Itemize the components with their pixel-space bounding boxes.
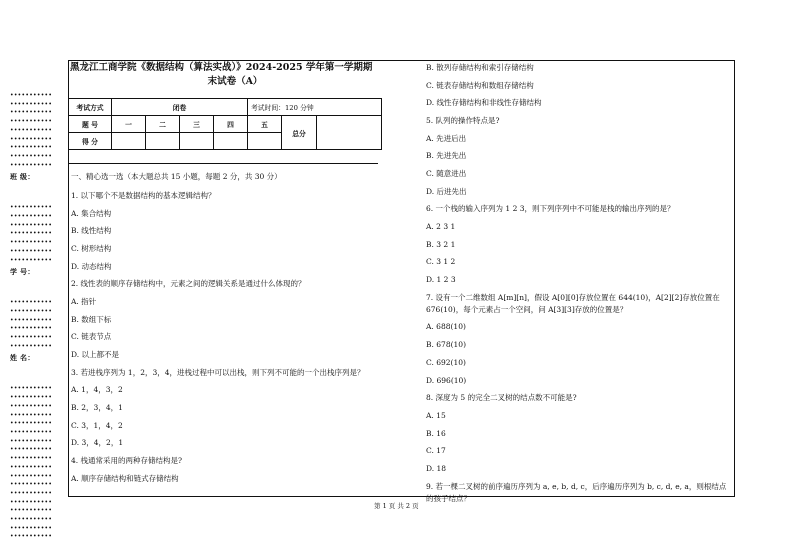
answer-option: C. 树形结构 [71,243,112,253]
answer-option: C. 链表存储结构和数组存储结构 [426,80,534,90]
answer-option: D. 动态结构 [71,261,112,271]
name-label: 姓 名： [10,353,35,363]
question-text: 8. 深度为 5 的完全二叉树的结点数不可能是? [426,393,577,403]
class-label: 班 级： [10,172,35,182]
answer-option: B. 先进先出 [426,151,467,161]
answer-option: B. 3 2 1 [426,239,456,249]
answer-option: D. 后进先出 [426,186,467,196]
answer-option: C. 随意进出 [426,168,467,178]
answer-option: B. 678(10) [426,340,466,350]
score-cell[interactable] [248,133,282,150]
exam-mode-value: 闭卷 [112,99,248,116]
answer-option: C. 3，1，4，2 [71,420,123,430]
answer-option: D. 3，4，2，1 [71,438,124,448]
answer-option: D. 以上都不是 [71,350,120,360]
col-4: 四 [214,116,248,133]
answer-option: A. 2 3 1 [426,222,456,232]
dotted-line: ••••••••••• ••••••••••• ••••••••••• ••••••••••• ••••••••••• ••••••••••• [10,299,53,350]
answer-option: C. 3 1 2 [426,257,456,267]
score-cell[interactable] [214,133,248,150]
answer-option: A. 指针 [71,296,97,306]
answer-option: C. 链表节点 [71,332,112,342]
question-text: 4. 栈通常采用的两种存储结构是? [71,456,183,466]
exam-title [70,61,410,89]
total-score-cell[interactable] [317,116,382,150]
title-line-1: 黑龙江工商学院《数据结构（算法实战）》2024-2025 学年第一学期期 [70,62,373,73]
dotted-line: ••••••••••• ••••••••••• ••••••••••• ••••••••••• ••••••••••• ••••••••••• ••••••••••• ••••••••••• ••••••••••• [10,92,53,169]
question-text: 6. 一个栈的输入序列为 1 2 3，则下列序列中不可能是栈的输出序列的是？ [426,204,675,214]
answer-option: A. 先进后出 [426,133,467,143]
score-cell[interactable] [146,133,180,150]
question-text: 1. 以下哪个不是数据结构的基本逻辑结构？ [71,190,216,200]
answer-option: D. 18 [426,463,447,473]
title-line-2: 末试卷（A） [207,76,263,87]
score-table [68,98,382,150]
score-label: 得 分 [69,133,112,150]
student-id-label: 学 号： [10,267,35,277]
question-text: 9. 若一棵二叉树的前序遍历序列为 a, e, b, d, c，后序遍历序列为 b, c, d, e, a，则根结点的孩子结点？ [426,481,727,503]
answer-option: B. 线性结构 [71,226,112,236]
answer-option: A. 顺序存储结构和链式存储结构 [71,473,179,483]
answer-option: A. 688(10) [426,322,466,332]
answer-option: B. 16 [426,428,446,438]
answer-option: B. 数组下标 [71,314,112,324]
exam-time: 考试时间：120 分钟 [248,99,382,116]
answer-option: D. 696(10) [426,375,467,385]
binding-margin [10,92,60,542]
dotted-line: ••••••••••• ••••••••••• ••••••••••• ••••••••••• ••••••••••• ••••••••••• ••••••••••• [10,204,53,264]
answer-option: C. 692(10) [426,357,466,367]
left-column [71,187,381,488]
col-1: 一 [112,116,146,133]
score-cell[interactable] [112,133,146,150]
answer-option: A. 1，4，3，2 [71,385,123,395]
answer-option: A. 15 [426,410,446,420]
page-footer: 第 1 页 共 2 页 [374,502,419,510]
question-text: 3. 若进栈序列为 1，2，3，4，进栈过程中可以出栈，则下列不可能的一个出栈序列是？ [71,367,365,377]
dotted-line: ••••••••••• ••••••••••• ••••••••••• ••••••••••• ••••••••••• ••••••••••• ••••••••••• ••••••••••• ••••••••••• ••••••••••• ••••••••••• ••••••••••• ••••••••••• ••••••••••• ••••••••••• ••••••••••• ••••••••••• ••••••••••• [10,385,53,541]
answer-option: A. 集合结构 [71,208,112,218]
col-3: 三 [180,116,214,133]
answer-option: C. 17 [426,446,446,456]
question-text: 5. 队列的操作特点是? [426,115,500,125]
divider [68,163,378,164]
question-number-label: 题 号 [69,116,112,133]
answer-option: B. 2，3，4，1 [71,403,123,413]
question-text: 7. 设有一个二维数组 A[m][n]，假设 A[0][0]存放位置在 644(10)，A[2][2]存放位置在 676(10)，每个元素占一个空间，问 A[3][3]存放的位置是？ [426,292,720,314]
answer-option: D. 线性存储结构和非线性存储结构 [426,98,542,108]
right-column [426,59,731,508]
answer-option: B. 散列存储结构和索引存储结构 [426,62,534,72]
score-cell[interactable] [180,133,214,150]
answer-option: D. 1 2 3 [426,275,456,285]
section-title: 一、精心选一选（本大题总共 15 小题，每题 2 分，共 30 分） [71,172,282,181]
col-2: 二 [146,116,180,133]
col-5: 五 [248,116,282,133]
exam-mode-label: 考试方式 [69,99,112,116]
total-label: 总分 [282,116,317,150]
question-text: 2. 线性表的顺序存储结构中，元素之间的逻辑关系是通过什么体现的？ [71,279,306,289]
